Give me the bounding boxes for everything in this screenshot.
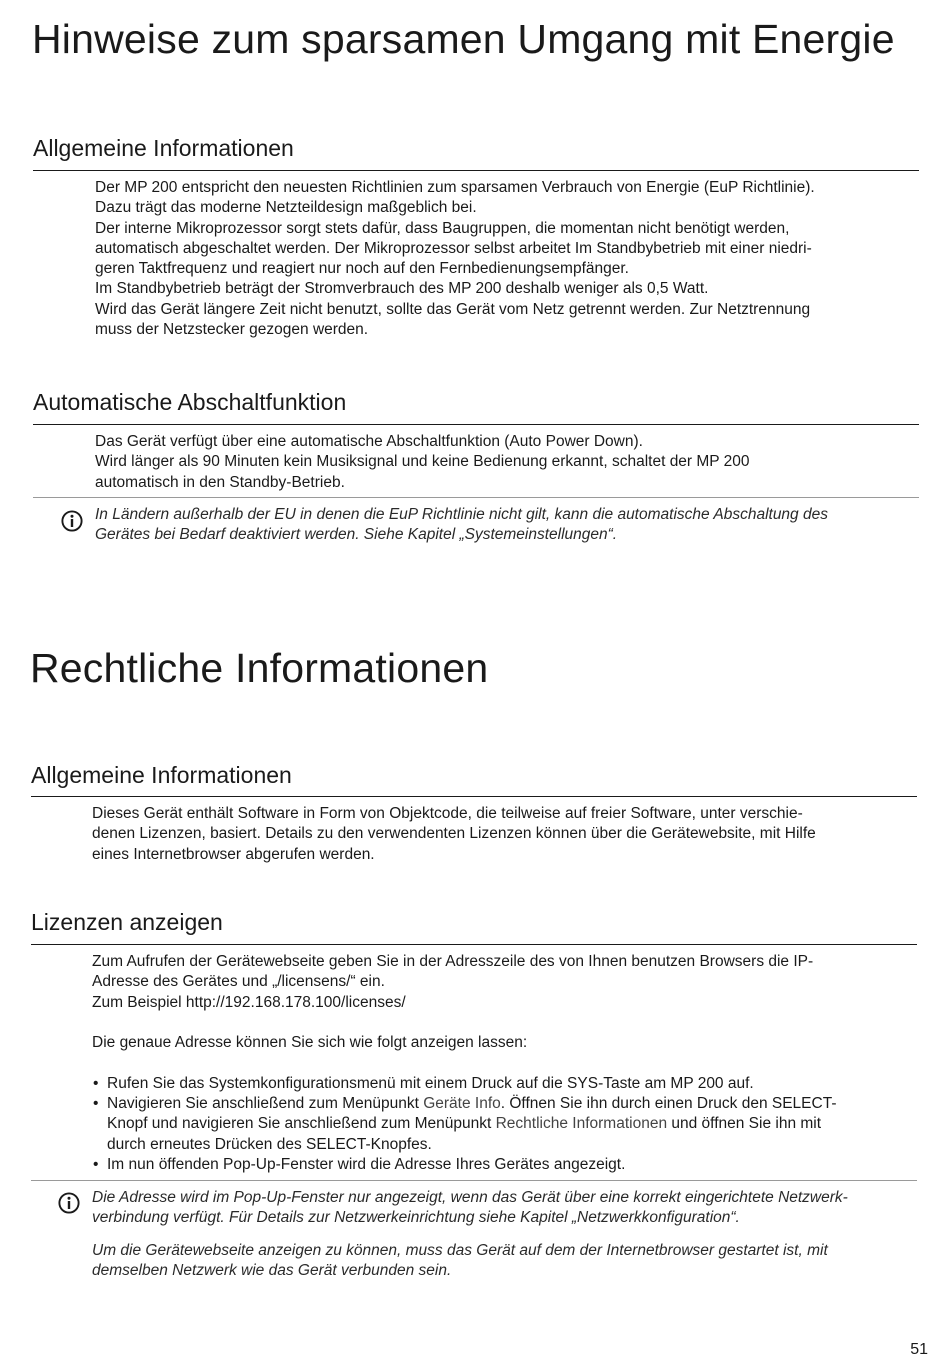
general-info-text: Der MP 200 entspricht den neuesten Richtlinien zum sparsamen Verbrauch von Energie (EuP Richtlinie). Dazu trägt das moderne Netzteildesign maßgeblich bei. Der interne Mikroprozessor sorgt stets dafür, dass Baugruppen, die momentan nicht benötigt werden, automatisch abgeschaltet werden. Der Mikroprozessor selbst arbeitet Im Standbybetrieb mit einer niedri- geren Taktfrequenz und reagiert nur noch auf den Fernbedienungsempfänger. Im Standbybetrieb beträgt der Stromverbrauch des MP 200 deshalb weniger als 0,5 Watt. Wird das Gerät längere Zeit nicht benutzt, sollte das Gerät vom Netz getrennt werden. Zur Netztrennung muss der Netzstecker gezogen werden. xyxy=(95,179,815,339)
network-note: Die Adresse wird im Pop-Up-Fenster nur angezeigt, wenn das Gerät über eine korrekt eingerichtete Netzwerk- verbindung verfügt. Für Details zur Netzwerkeinrichtung siehe Kapitel „Netzwerkkonfiguration“. Um die Gerätewebseite anzeigen zu können, muss das Gerät auf dem der Internetbrowser gestartet ist, mit demselben Netzwerk wie das Gerät verbunden sein. xyxy=(92,1189,848,1279)
note-rule xyxy=(33,497,919,498)
heading-rule xyxy=(33,170,919,171)
licenses-intro: Die genaue Adresse können Sie sich wie folgt anzeigen lassen: xyxy=(92,1034,528,1052)
auto-off-text: Das Gerät verfügt über eine automatische Abschaltfunktion (Auto Power Down). Wird länger als 90 Minuten kein Musiksignal und keine Bedienung erkannt, schaltet der MP 200 automatisch in den Standby-Betrieb. xyxy=(95,433,750,491)
note-rule xyxy=(31,1180,917,1181)
menu-ref-legal-info: Rechtliche Informationen xyxy=(495,1115,668,1133)
licenses-steps xyxy=(92,1074,836,1175)
page-title-legal: Rechtliche Informationen xyxy=(30,645,489,691)
heading-rule xyxy=(31,796,917,797)
heading-general-info: Allgemeine Informationen xyxy=(31,762,292,788)
heading-auto-off: Automatische Abschaltfunktion xyxy=(33,389,347,415)
heading-rule xyxy=(31,944,917,945)
page-title-energy: Hinweise zum sparsamen Umgang mit Energie xyxy=(32,16,895,62)
legal-info-text: Dieses Gerät enthält Software in Form von Objektcode, die teilweise auf freier Software, unter verschie- denen Lizenzen, basiert. Details zu den verwendenten Lizenzen können über die Gerätewebsite, mit Hilfe eines Internetbrowser abgerufen werden. xyxy=(92,805,816,863)
menu-ref-device-info: Geräte Info xyxy=(423,1095,501,1113)
eup-note: In Ländern außerhalb der EU in denen die EuP Richtlinie nicht gilt, kann die automatische Abschaltung des Gerätes bei Bedarf deaktiviert werden. Siehe Kapitel „Systemeinstellungen“. xyxy=(95,506,828,544)
licenses-text: Zum Aufrufen der Gerätewebseite geben Sie in der Adresszeile des von Ihnen benutzen Browsers die IP- Adresse des Gerätes und „/licensens/“ ein. Zum Beispiel http://192.168.178.100/licenses/ Die genaue Adresse können Sie sich wie folgt anzeigen lassen: • Rufen Sie das Systemkonfigurationsmenü mit einem Druck auf die SYS-Taste am MP 200 auf. • Navigieren Sie anschließend zum Menüpunkt Geräte Info. Öffnen Sie ihn durch einen Druck den SELECT- Knopf und navigieren Sie anschließend zum Menüpunkt Rechtliche Informationen und öffnen Sie ihn mit durch erneutes Drücken des SELECT-Knopfes. • Im nun öffenden Pop-Up-Fenster wird die Adresse Ihres Gerätes angezeigt. xyxy=(92,952,836,1175)
heading-licenses: Lizenzen anzeigen xyxy=(31,909,223,935)
info-icon xyxy=(61,510,83,532)
list-item: • Im nun öffenden Pop-Up-Fenster wird die Adresse Ihres Gerätes angezeigt. xyxy=(92,1155,836,1175)
heading-rule xyxy=(33,424,919,425)
heading-general-info: Allgemeine Informationen xyxy=(33,135,294,161)
list-item: • Rufen Sie das Systemkonfigurationsmenü mit einem Druck auf die SYS-Taste am MP 200 auf. xyxy=(92,1074,836,1094)
page-number: 51 xyxy=(910,1341,928,1358)
info-icon xyxy=(58,1192,80,1214)
list-item: • Navigieren Sie anschließend zum Menüpunkt Geräte Info. Öffnen Sie ihn durch einen Druck den SELECT- Knopf und navigieren Sie anschließend zum Menüpunkt Rechtliche Informationen und öffnen Sie ihn mit durch erneutes Drücken des SELECT-Knopfes. xyxy=(92,1094,836,1155)
